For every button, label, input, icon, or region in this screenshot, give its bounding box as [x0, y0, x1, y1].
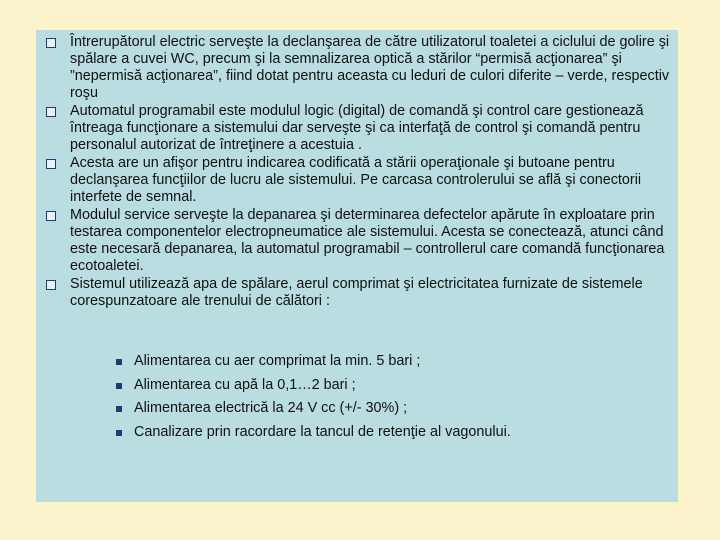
- hollow-square-icon: [46, 107, 56, 117]
- sub-bullet-list: [116, 350, 511, 444]
- sub-list-item: [116, 350, 511, 374]
- bullet-text: Întrerupătorul electric serveşte la declanşarea de către utilizatorul toaletei a ciclului de golire şi spălare a cuvei WC, precum şi la semnalizarea optică a stărilor “permisă acţionarea” şi ”nepermisă acţionarea”, fiind dotat pentru aceasta cu leduri de culori diferite – verde, respectiv roşu: [70, 34, 670, 101]
- hollow-square-icon: [46, 211, 56, 221]
- filled-square-icon: [116, 359, 122, 365]
- bullet-text: Sistemul utilizează apa de spălare, aerul comprimat şi electricitatea furnizate de sistemele corespunzatoare ale trenului de călători :: [70, 276, 643, 309]
- sub-bullet-text: Alimentarea cu apă la 0,1…2 bari ;: [134, 376, 356, 393]
- list-item: [46, 103, 672, 154]
- list-item: [46, 276, 672, 310]
- list-item: [46, 34, 672, 102]
- sub-list-item: [116, 374, 511, 398]
- sub-bullet-text: Alimentarea cu aer comprimat la min. 5 bari ;: [134, 353, 421, 369]
- list-item: [46, 207, 672, 275]
- bullet-text: Acesta are un afişor pentru indicarea codificată a stării operaţionale şi butoane pentru declanşarea funcţiilor de lucru ale sistemului. Pe carcasa controlerului se află şi conectorii interfete de semnal.: [70, 155, 642, 205]
- hollow-square-icon: [46, 159, 56, 169]
- main-bullet-list: [46, 34, 672, 310]
- content-panel: [36, 30, 678, 502]
- sub-list-item: [116, 397, 511, 421]
- filled-square-icon: [116, 430, 122, 436]
- filled-square-icon: [116, 406, 122, 412]
- filled-square-icon: [116, 383, 122, 389]
- bullet-text: Automatul programabil este modulul logic (digital) de comandă şi control care gestionează întreaga funcţionare a sistemului dar serveşte şi ca interfaţă de control şi comandă pentru personalul autorizat de întreţinere a acestuia .: [70, 103, 644, 153]
- sub-bullet-text: Canalizare prin racordare la tancul de retenţie al vagonului.: [134, 423, 511, 440]
- hollow-square-icon: [46, 38, 56, 48]
- bullet-text: Modulul service serveşte la depanarea şi determinarea defectelor apărute în exploatare prin testarea componentelor electropneumatice ale sistemului. Acesta se conectează, atunci când este necesară depanarea, la automatul programabil – controllerul care comandă funcţionarea ecotoaletei.: [70, 207, 665, 274]
- sub-bullet-text: Alimentarea electrică la 24 V cc (+/- 30%) ;: [134, 400, 408, 417]
- sub-list-item: [116, 421, 511, 445]
- list-item: [46, 155, 672, 206]
- hollow-square-icon: [46, 280, 56, 290]
